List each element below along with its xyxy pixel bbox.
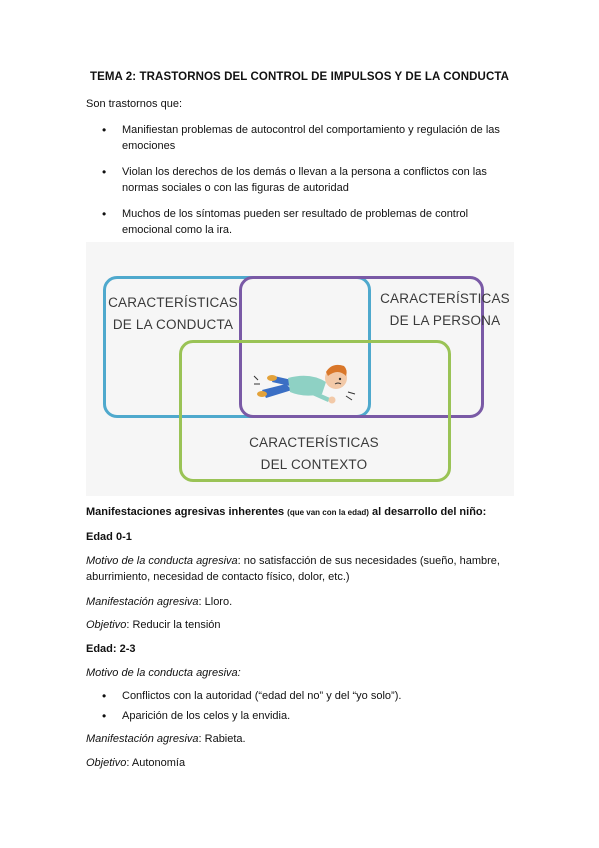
intro-bullet-list — [100, 122, 520, 248]
tantrum-child-icon — [252, 354, 362, 412]
edad-2-3-manifestacion: Manifestación agresiva: Rabieta. — [86, 733, 246, 745]
edad-2-3-bullet-2: • Aparición de los celos y la envidia. — [100, 708, 520, 724]
edad-0-1-heading: Edad 0-1 — [86, 531, 132, 543]
edad-2-3-motivo: Motivo de la conducta agresiva: — [86, 667, 241, 679]
characteristics-diagram — [86, 242, 514, 496]
intro-text: Son trastornos que: — [86, 98, 183, 110]
edad-2-3-bullet-list — [100, 688, 520, 728]
persona-label: CARACTERÍSTICAS DE LA PERSONA — [380, 291, 510, 328]
edad-2-3-objetivo: Objetivo: Autonomía — [86, 757, 186, 769]
edad-0-1-motivo: Motivo de la conducta agresiva: no satisfacción de sus necesidades (sueño, hambre, aburrimiento, necesidad de contacto físico, dolor, etc.) — [86, 555, 500, 583]
intro-bullet-3: • Muchos de los síntomas pueden ser resultado de problemas de control emocional como la ira. — [100, 206, 520, 238]
contexto-label: CARACTERÍSTICAS DEL CONTEXTO — [249, 435, 379, 472]
intro-bullet-2: • Violan los derechos de los demás o llevan a la persona a conflictos con las normas sociales o con las figuras de autoridad — [100, 164, 520, 196]
conducta-label: CARACTERÍSTICAS DE LA CONDUCTA — [108, 295, 238, 332]
edad-0-1-objetivo: Objetivo: Reducir la tensión — [86, 619, 221, 631]
edad-2-3-heading: Edad: 2-3 — [86, 643, 136, 655]
manifestaciones-heading: Manifestaciones agresivas inherentes (que van con la edad) al desarrollo del niño: — [86, 506, 487, 518]
page-title: TEMA 2: TRASTORNOS DEL CONTROL DE IMPULSOS Y DE LA CONDUCTA — [89, 71, 510, 83]
edad-0-1-manifestacion: Manifestación agresiva: Lloro. — [86, 596, 233, 608]
intro-bullet-1: • Manifiestan problemas de autocontrol del comportamiento y regulación de las emociones — [100, 122, 520, 154]
edad-2-3-bullet-1: • Conflictos con la autoridad (“edad del no” y del “yo solo”). — [100, 688, 520, 704]
